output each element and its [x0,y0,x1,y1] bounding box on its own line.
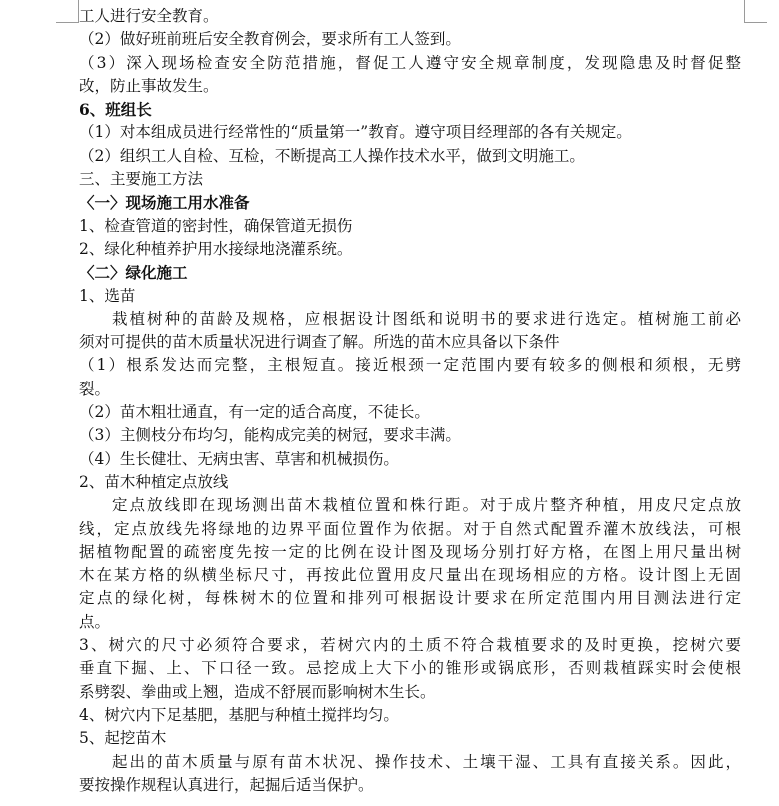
text-line: 起出的苗木质量与原有苗木状况、操作技术、土壤干湿、工具有直接关系。因此， [112,752,741,771]
text-line: 工人进行安全教育。 [79,7,219,25]
section-heading: 6、班组长 [79,100,152,120]
text-line: 系劈裂、拳曲或上翘，造成不舒展而影响树木生长。 [79,682,436,701]
text-line: （1）对本组成员进行经常性的“质量第一”教育。遵守项目经理部的各有关规定。 [79,123,632,142]
section-heading: 〈一〉现场施工用水准备 [79,193,250,213]
crop-mark-top-right [744,0,767,23]
text-line: 垂直下掘、上、下口径一致。忌挖成上大下小的锥形或锅底形，否则栽植踩实时会使根 [79,659,741,678]
text-line: 3、树穴的尺寸必须符合要求，若树穴内的土质不符合栽植要求的及时更换，挖树穴要 [79,636,741,655]
text-line: （3）深入现场检查安全防范措施，督促工人遵守安全规章制度，发现隐患及时督促整 [79,53,741,72]
document-body [79,0,741,797]
text-line: 须对可提供的苗木质量状况进行调查了解。所选的苗木应具备以下条件 [79,333,560,352]
section-heading: 〈二〉绿化施工 [79,263,188,283]
text-line: （2）苗木粗壮通直，有一定的适合高度，不徒长。 [79,403,430,422]
text-line: 木在某方格的纵横坐标尺寸，再按此位置用皮尺量出在现场相应的方格。设计图上无固 [79,566,741,585]
text-line: 改，防止事故发生。 [79,76,219,95]
text-line: （3）主侧枝分布均匀，能构成完美的树冠，要求丰满。 [79,426,461,445]
text-line: 定点的绿化树，每株树木的位置和排列可根据设计要求在所定范围内用目测法进行定 [79,589,741,608]
text-line: 栽植树种的苗龄及规格，应根据设计图纸和说明书的要求进行选定。植树施工前必 [112,309,741,328]
text-line: 4、树穴内下足基肥，基肥与种植土搅拌均匀。 [79,705,399,724]
text-line: 三、主要施工方法 [79,170,204,189]
text-line: （2）组织工人自检、互检，不断提高工人操作技术水平，做到文明施工。 [79,146,585,165]
text-line: 线，定点放线先将绿地的边界平面位置作为依据。对于自然式配置乔灌木放线法，可根 [79,519,741,538]
text-line: 2、绿化种植养护用水接绿地浇灌系统。 [79,239,353,258]
text-line: 要按操作规程认真进行，起掘后适当保护。 [79,775,374,794]
text-line: 1、检查管道的密封性，确保管道无损伤 [79,216,353,235]
text-line: 2、苗木种植定点放线 [79,472,229,491]
text-line: 1、选苗 [79,286,136,305]
text-line: 点。 [79,612,111,631]
crop-mark-top-left [56,0,79,23]
text-line: （4）生长健壮、无病虫害、草害和机械损伤。 [79,449,399,468]
text-line: 裂。 [79,379,111,398]
text-line: 5、起挖苗木 [79,729,167,748]
text-line: 据植物配置的疏密度先按一定的比例在设计图及现场分别打好方格，在图上用尺量出树 [79,542,741,561]
text-line: 定点放线即在现场测出苗木栽植位置和株行距。对于成片整齐种植，用皮尺定点放 [112,496,741,515]
text-line: （1）根系发达而完整，主根短直。接近根颈一定范围内要有较多的侧根和须根，无劈 [79,356,741,375]
text-line: （2）做好班前班后安全教育例会，要求所有工人签到。 [79,30,461,49]
